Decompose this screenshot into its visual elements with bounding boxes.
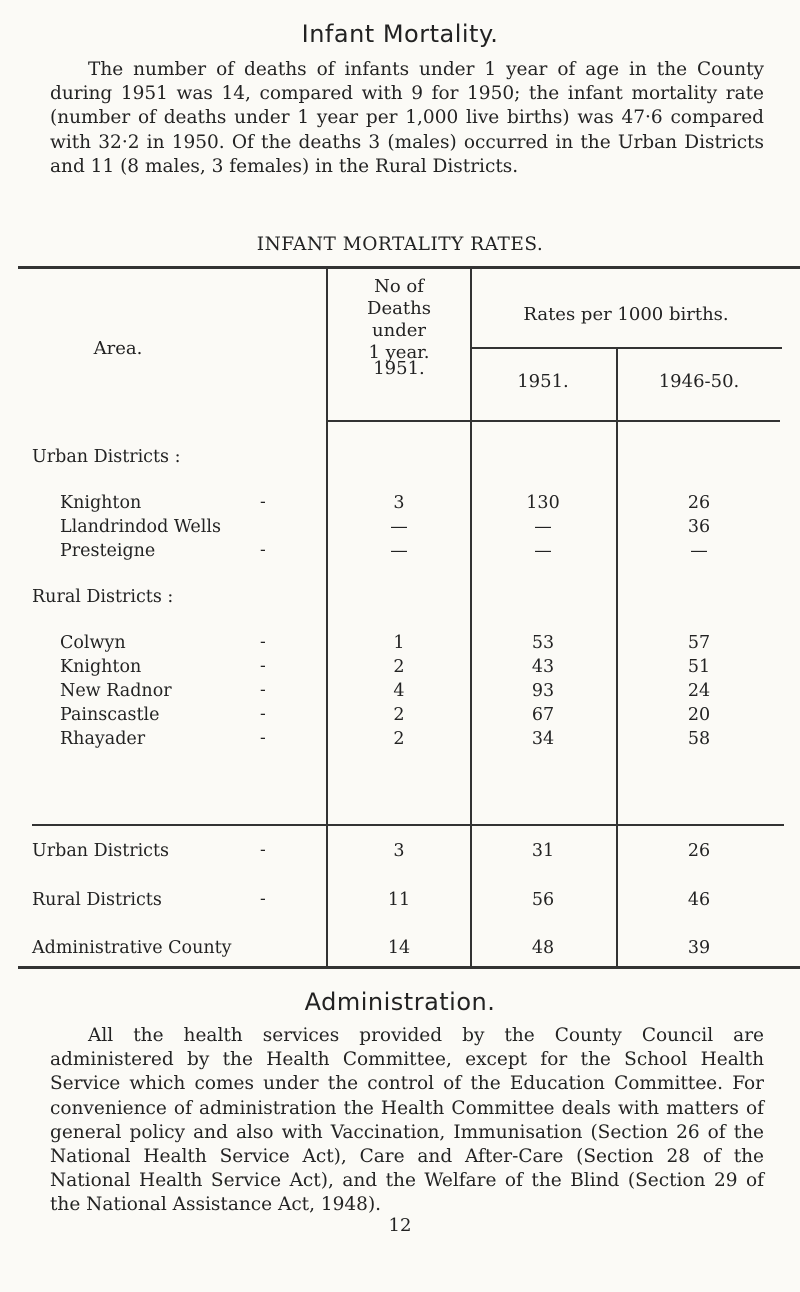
- totals-row-area: Administrative County: [32, 938, 232, 958]
- header-rate-1951: 1951.: [517, 371, 569, 392]
- table-row-area: Rhayader: [60, 729, 146, 749]
- totals-row-deaths: 3: [393, 841, 405, 861]
- table-row-rate-1946-50: 57: [687, 633, 711, 653]
- totals-row-deaths: 11: [387, 890, 411, 910]
- table-row-deaths: 3: [393, 493, 405, 513]
- totals-row-rate-1946-50: 39: [687, 938, 711, 958]
- header-rates: Rates per 1000 births.: [523, 304, 729, 325]
- administration-paragraph: All the health services provided by the County Council are administered by the Health Committee, except for the School Health Service which comes under the control of the Education Committee. For convenience of administration the Health Committee deals with matters of general policy and also with Vaccination, Immunisation (Section 26 of the National Health Service Act), Care and After-Care (Section 28 of the National Health Service Act), and the Welfare of the Blind (Section 29 of the National Assistance Act, 1948).: [50, 1025, 764, 1216]
- table-row-rate-1946-50: 58: [687, 729, 711, 749]
- table-row-rate-1951: 130: [526, 493, 560, 513]
- header-deaths-line-4: 1 year.: [368, 342, 430, 363]
- table-row-rate-1951: 43: [531, 657, 555, 677]
- urban-districts-label: Urban Districts :: [32, 447, 181, 467]
- totals-row-rate-1946-50: 46: [687, 890, 711, 910]
- header-deaths-line-3: under: [372, 320, 426, 341]
- table-title: INFANT MORTALITY RATES.: [256, 234, 544, 255]
- table-row-deaths: 2: [393, 705, 405, 725]
- table-row-rate-1946-50: 26: [687, 493, 711, 513]
- table-row-area: Painscastle: [60, 705, 160, 725]
- table-row-rate-1951: —: [534, 517, 552, 537]
- table-top-rule: [18, 266, 800, 269]
- table-row-rate-1946-50: 20: [687, 705, 711, 725]
- table-row-rate-1951: 53: [531, 633, 555, 653]
- table-row-area: Colwyn: [60, 633, 126, 653]
- infant-mortality-heading: Infant Mortality.: [301, 20, 499, 48]
- table-row-area: New Radnor: [60, 681, 172, 701]
- header-deaths: [326, 276, 472, 380]
- table-row-area: Knighton: [60, 493, 142, 513]
- table-row-deaths: 1: [393, 633, 405, 653]
- infant-mortality-paragraph: The number of deaths of infants under 1 year of age in the County during 1951 was 14, compared with 9 for 1950; the infant mortality rate (number of deaths under 1 year per 1,000 live births) was 47·6 compared with 32·2 in 1950. Of the deaths 3 (males) occurred in the Urban Districts and 11 (8 males, 3 females) in the Rural Districts.: [50, 59, 764, 177]
- totals-row-deaths: 14: [387, 938, 411, 958]
- table-row-deaths: 2: [393, 729, 405, 749]
- totals-row-rate-1951: 48: [531, 938, 555, 958]
- table-row-deaths: —: [390, 517, 408, 537]
- header-deaths-line-5: 1951.: [373, 358, 425, 379]
- totals-separator-rule: [32, 824, 784, 826]
- rates-subheader-rule: [470, 347, 782, 349]
- header-deaths-line-1: No of: [374, 276, 424, 297]
- table-row-area: Presteigne: [60, 541, 156, 561]
- header-area: Area.: [93, 338, 143, 359]
- totals-row-area: Rural Districts: [32, 890, 162, 910]
- table-row-rate-1951: 67: [531, 705, 555, 725]
- table-row-rate-1946-50: —: [690, 541, 708, 561]
- totals-row-rate-1951: 56: [531, 890, 555, 910]
- table-row-rate-1951: 93: [531, 681, 555, 701]
- header-bottom-rule: [326, 420, 780, 422]
- table-row-deaths: —: [390, 541, 408, 561]
- administration-heading: Administration.: [304, 988, 496, 1016]
- table-bottom-rule: [18, 966, 800, 969]
- document-page: Infant Mortality. The number of deaths of infants under 1 year of age in the County during 1951 was 14, compared with 9 for 1950; the infant mortality rate (number of deaths under 1 year per 1,000 live births) was 47·6 compared with 32·2 in 1950. Of the deaths 3 (males) occurred in the Urban Districts and 11 (8 males, 3 females) in the Rural Districts. INFANT MORTALITY RATES. Area. No of Deaths under 1 year. 1951. Rates per 1000 births. 1951. 1946-50. Urban Districts : Knighton - 3 130 26 Llandrindod Wells — — 36 Presteigne - — — — Rural Districts : Colwyn - 1 53 57 Knighton - 2 43 51 New Radnor - 4 93 24 Painscastle - 2 67 20 Rhayader - 2 34 58 Urban Districts - 3 31 26 Rural Districts - 11 56 46 Administrative County 14 48 39 Administration. All the health services provided by the County Council are administered by the Health Committee, except for the School Health Service which comes under the control of the Education Committee. For convenience of administration the Health Committee deals with matters of general policy and also with Vaccination, Immunisation (Section 26 of the National Health Service Act), Care and After-Care (Section 28 of the National Health Service Act), and the Welfare of the Blind (Section 29 of the National Assistance Act, 1948). 12: [0, 0, 800, 1292]
- table-row-rate-1951: —: [534, 541, 552, 561]
- table-row-area: Llandrindod Wells: [60, 517, 221, 537]
- table-row-area: Knighton: [60, 657, 142, 677]
- totals-row-rate-1951: 31: [531, 841, 555, 861]
- header-deaths-line-2: Deaths: [367, 298, 431, 319]
- table-row-rate-1951: 34: [531, 729, 555, 749]
- totals-row-rate-1946-50: 26: [687, 841, 711, 861]
- totals-row-area: Urban Districts: [32, 841, 170, 861]
- table-row-deaths: 2: [393, 657, 405, 677]
- table-row-rate-1946-50: 24: [687, 681, 711, 701]
- header-rate-1946-50: 1946-50.: [658, 371, 740, 392]
- rural-districts-label: Rural Districts :: [32, 587, 174, 607]
- table-row-rate-1946-50: 36: [687, 517, 711, 537]
- table-row-rate-1946-50: 51: [687, 657, 711, 677]
- table-row-deaths: 4: [393, 681, 405, 701]
- page-number: 12: [388, 1215, 412, 1236]
